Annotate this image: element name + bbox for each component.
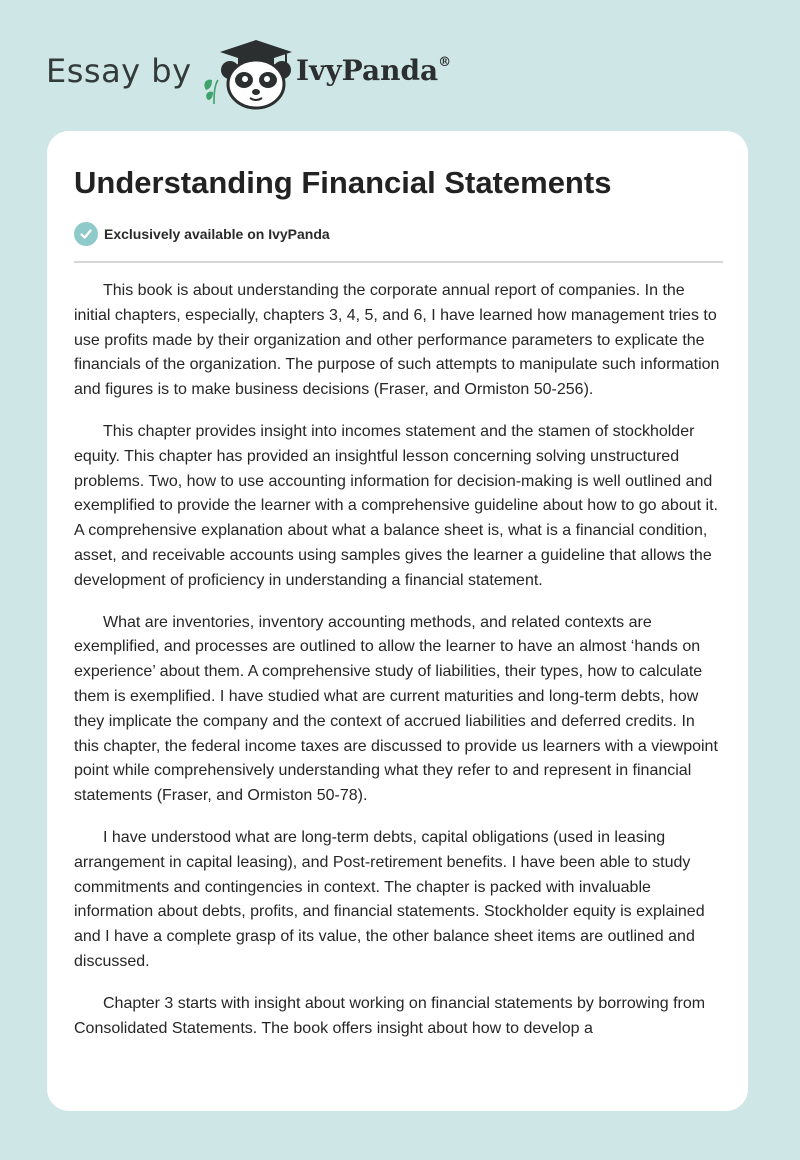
availability-text: Exclusively available on IvyPanda <box>104 226 330 242</box>
brand-name[interactable]: IvyPanda® <box>296 54 452 87</box>
check-icon <box>74 222 98 246</box>
paragraph: This chapter provides insight into incomes statement and the stamen of stockholder equity. This chapter has provided an insightful lesson concerning solving unstructured problems. Two, how to use accounting information for decision-making is well outlined and exemplified to provide the learner with a comprehensive guideline about how to go about it. A comprehensive explanation about what a balance sheet is, what is a financial condition, asset, and receivable accounts using samples gives the learner a guideline that allows the development of proficiency in understanding a financial statement. <box>74 422 718 589</box>
ivypanda-logo-icon[interactable] <box>200 34 296 110</box>
page-title: Understanding Financial Statements <box>74 165 612 200</box>
essay-body <box>74 279 724 1058</box>
paragraph: This book is about understanding the corporate annual report of companies. In the initial chapters, especially, chapters 3, 4, 5, and 6, I have learned how management tries to use profits made by their organization and other performance parameters to explicate the financials of the organization. The purpose of such attempts to manipulate such information and figures is to make business decisions (Fraser, and Ormiston 50-256). <box>74 282 720 399</box>
site-header <box>46 30 546 110</box>
trademark-symbol: ® <box>438 54 452 70</box>
paragraph: I have understood what are long-term debts, capital obligations (used in leasing arrangement in capital leasing), and Post-retirement benefits. I have been able to study commitments and contingencies in context. The chapter is packed with invaluable information about debts, profits, and financial statements. Stockholder equity is explained and I have a complete grasp of its value, the other balance sheet items are outlined and discussed. <box>74 828 705 970</box>
paragraph: What are inventories, inventory accounting methods, and related contexts are exemplified, and processes are outlined to allow the learner to have an almost ‘hands on experience’ about them. A comprehensive study of liabilities, their types, how to calculate them is exemplified. I have studied what are current maturities and long-term debts, how they implicate the company and the context of accrued liabilities and deferred credits. In this chapter, the federal income taxes are discussed to provide us learners with a viewpoint point while comprehensively understanding what they refer to and represent in financial statements (Fraser, and Ormiston 50-78). <box>74 613 718 805</box>
essay-card <box>47 131 748 1111</box>
essay-by-label: Essay by <box>46 52 192 90</box>
divider <box>74 261 723 263</box>
availability-badge <box>74 221 330 247</box>
paragraph: Chapter 3 starts with insight about working on financial statements by borrowing from Consolidated Statements. The book offers insight about how to develop a <box>74 994 706 1037</box>
